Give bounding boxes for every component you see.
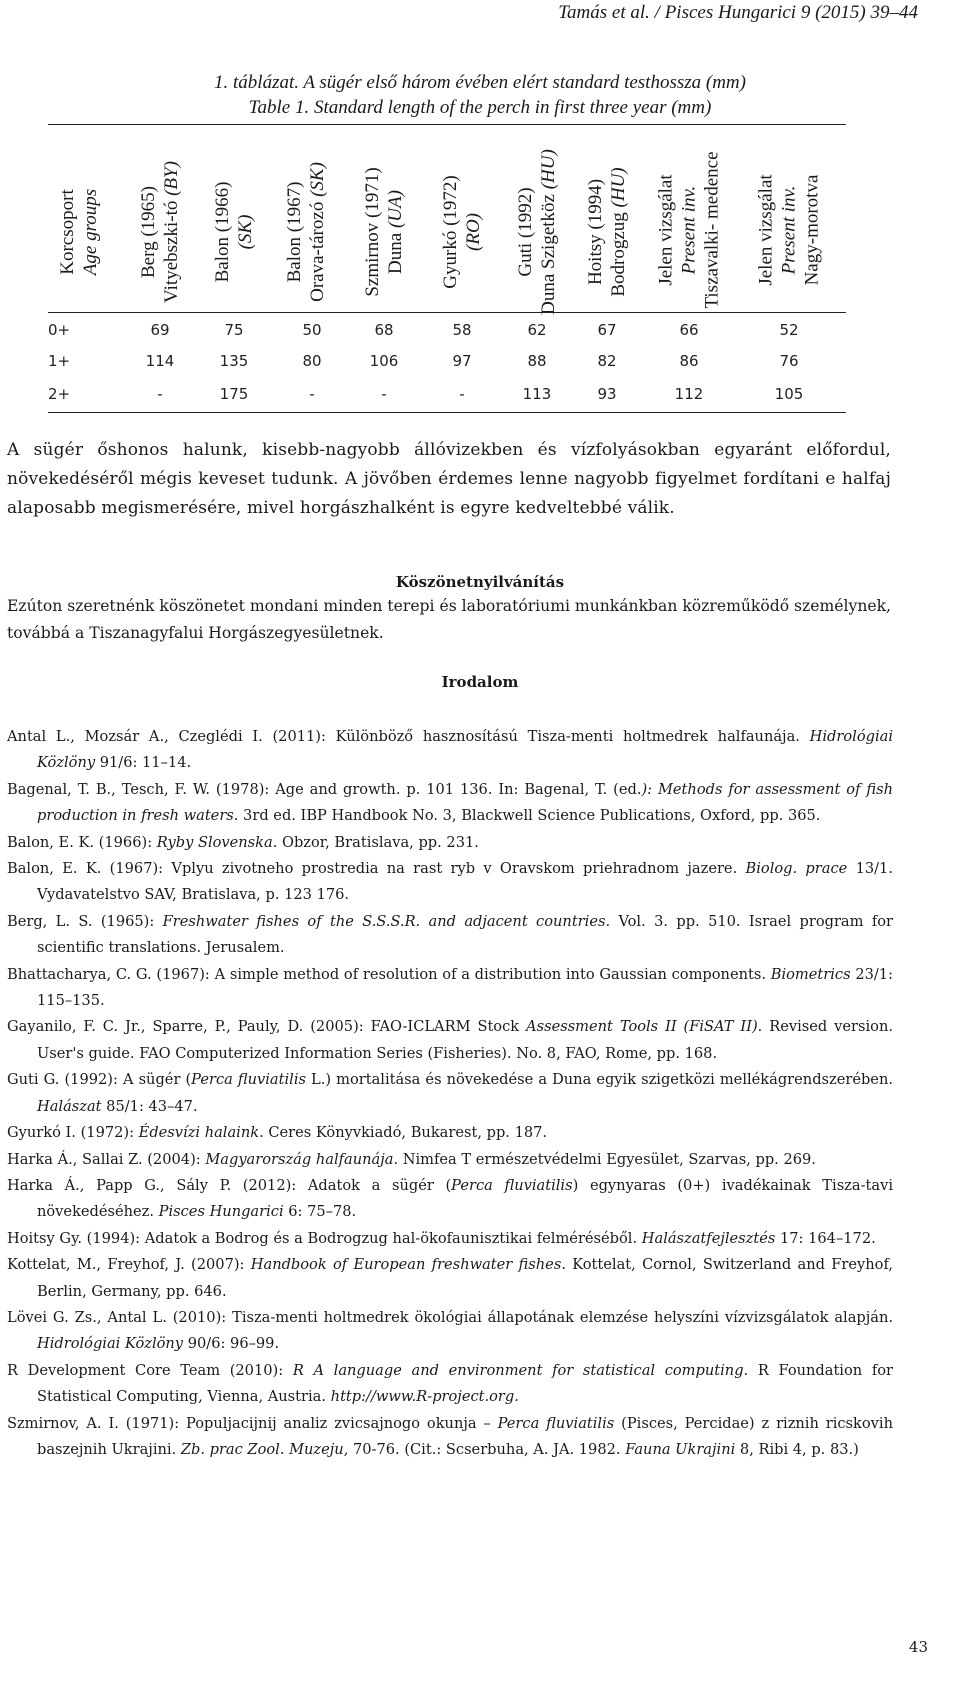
- reference-segment: Pisces Hungarici: [158, 1203, 284, 1221]
- header-line: Orava-tározó (SK): [307, 162, 328, 302]
- length-cell: 67: [597, 321, 617, 339]
- age-group-cell: 1+: [48, 352, 71, 370]
- reference-segment: L.) mortalitása és növekedése a Duna egyik szigetközi mellékágrendszerében.: [305, 1071, 893, 1089]
- reference-segment: Kottelat, M., Freyhof, J. (2007):: [7, 1256, 251, 1274]
- length-cell: 113: [522, 385, 552, 403]
- reference-item: [7, 1305, 893, 1358]
- header-line: Balon (1967): [284, 181, 305, 283]
- length-cell: 106: [369, 352, 399, 370]
- header-line: Bodrogzug (HU): [608, 167, 629, 297]
- header-line: Jelen vizsgálat: [655, 174, 677, 286]
- reference-segment: Assessment Tools II (FiSAT II): [526, 1018, 758, 1036]
- reference-segment: Perca fluviatilis: [497, 1414, 615, 1432]
- reference-item: [7, 1147, 893, 1173]
- header-line: Balon (1966): [212, 181, 233, 283]
- column-header-3: [276, 134, 336, 306]
- length-cell: -: [309, 385, 315, 403]
- length-cell: 75: [224, 321, 244, 339]
- reference-item: [7, 856, 893, 909]
- header-line: Korcsoport: [57, 189, 78, 275]
- reference-segment: 3rd ed. IBP Handbook No. 3, Blackwell Science Publications, Oxford, pp. 365.: [238, 807, 821, 825]
- reference-item: [7, 1120, 893, 1146]
- length-cell: 69: [150, 321, 170, 339]
- reference-item: [7, 1067, 893, 1120]
- column-header-text: [584, 167, 630, 296]
- reference-segment: Zb. prac Zool. Muzeju: [180, 1440, 344, 1458]
- column-header-text: [211, 182, 257, 283]
- header-line: (RO): [463, 213, 484, 252]
- length-cell: 82: [597, 352, 617, 370]
- reference-segment: Fauna Ukrajini: [625, 1440, 736, 1458]
- header-line: Duna Szigetköz (HU): [538, 149, 559, 315]
- age-group-cell: 0+: [48, 321, 71, 339]
- reference-segment: Harka Á., Papp G., Sály P. (2012): Adatok a sügér (: [7, 1176, 452, 1194]
- reference-segment: Vol. 3. pp. 510. Israel program for scientific translations. Jerusalem.: [37, 912, 893, 957]
- column-header-text: [283, 162, 329, 302]
- reference-segment: 6: 75–78.: [283, 1203, 357, 1221]
- length-cell: 86: [679, 352, 699, 370]
- reference-segment: Hidrológiai Közlöny: [37, 1335, 184, 1353]
- header-line: Szmirnov (1971): [362, 167, 383, 297]
- reference-segment: Gyurkó I. (1972):: [7, 1124, 139, 1142]
- reference-segment: Biolog. prace: [745, 860, 848, 878]
- reference-item: [7, 1014, 893, 1067]
- reference-segment: . Nimfea T ermészetvédelmi Egyesület, Szarvas, pp. 269.: [393, 1150, 816, 1168]
- reference-segment: Lövei G. Zs., Antal L. (2010): Tisza-menti holtmedrek ökológiai állapotának elemzése helyszíni vízvizsgálatok alapján.: [7, 1308, 893, 1326]
- reference-segment: Szmirnov, A. I. (1971): Populjacijnij analiz zvicsajnogo okunja –: [7, 1414, 498, 1432]
- reference-segment: Édesvízi halaink: [138, 1124, 260, 1142]
- table-bottom-rule: [48, 412, 846, 413]
- reference-segment: 17: 164–172.: [775, 1229, 876, 1247]
- reference-segment: Harka Á., Sallai Z. (2004):: [7, 1150, 206, 1168]
- reference-segment: , 70-76. (Cit.: Scserbuha, A. JA. 1982.: [343, 1440, 626, 1458]
- reference-segment: Ryby Slovenska: [156, 833, 273, 851]
- column-header-4: [354, 134, 414, 306]
- header-line: Tiszavalki- medence: [701, 151, 723, 309]
- length-cell: 135: [219, 352, 249, 370]
- reference-segment: . Obzor, Bratislava, pp. 231.: [272, 833, 479, 851]
- table-caption-hu: 1. táblázat. A sügér első három évében elért standard testhossza (mm): [214, 72, 746, 93]
- reference-segment: http://www.R-project.org.: [330, 1388, 519, 1406]
- running-header: Tamás et al. / Pisces Hungarici 9 (2015) 39–44: [558, 2, 918, 23]
- reference-segment: Freshwater fishes of the S.S.S.R. and adjacent countries.: [162, 912, 611, 930]
- length-cell: 175: [219, 385, 249, 403]
- table-caption-en: Table 1. Standard length of the perch in first three year (mm): [248, 97, 712, 118]
- length-cell: 112: [674, 385, 704, 403]
- reference-segment: 90/6: 96–99.: [183, 1335, 280, 1353]
- column-header-0: [49, 134, 109, 306]
- length-cell: 93: [597, 385, 617, 403]
- reference-segment: Perca fluviatilis: [191, 1071, 306, 1089]
- reference-segment: 91/6: 11–14.: [95, 754, 192, 772]
- column-header-7: [577, 134, 637, 306]
- length-cell: -: [459, 385, 465, 403]
- reference-item: [7, 962, 893, 1015]
- references-heading: Irodalom: [441, 673, 519, 691]
- age-group-cell: 2+: [48, 385, 71, 403]
- reference-item: [7, 777, 893, 830]
- reference-item: [7, 1173, 893, 1226]
- header-line: Berg (1965): [138, 186, 159, 279]
- header-line: Vityebszki-tó (BY): [161, 161, 182, 303]
- reference-segment: . Revised version. User's guide. FAO Computerized Information Series (Fisheries). No. 8, FAO, Rome, pp. 168.: [37, 1018, 894, 1062]
- reference-segment: Balon, E. K. (1967): Vplyu zivotneho prostredia na rast ryb v Oravskom priehradnom jazere.: [7, 860, 746, 878]
- reference-segment: Handbook of European freshwater fishes: [250, 1256, 562, 1274]
- column-header-text: [755, 175, 824, 286]
- header-line: Nagy-morotva: [801, 174, 823, 286]
- column-header-text: [514, 149, 560, 315]
- table-head-rule: [48, 312, 846, 313]
- header-line: (SK): [235, 214, 256, 250]
- reference-segment: Antal L., Mozsár A., Czeglédi I. (2011): Különböző hasznosítású Tisza-menti holtmedrek halfaunája.: [7, 728, 810, 745]
- reference-segment: R A language and environment for statistical computing: [292, 1361, 744, 1379]
- table-top-rule: [48, 124, 846, 125]
- reference-segment: Halászatfejlesztés: [641, 1229, 776, 1247]
- header-line: Age groups: [80, 188, 101, 276]
- reference-segment: Hoitsy Gy. (1994): Adatok a Bodrog és a Bodrogzug hal-ökofaunisztikai felméréséből.: [7, 1229, 642, 1247]
- length-cell: 62: [527, 321, 547, 339]
- length-cell: 68: [374, 321, 394, 339]
- length-cell: 58: [452, 321, 472, 339]
- length-cell: 88: [527, 352, 547, 370]
- column-header-6: [507, 134, 567, 315]
- header-line: Gyurkó (1972): [440, 175, 461, 289]
- column-header-text: [439, 175, 485, 288]
- reference-item: [7, 1252, 893, 1305]
- reference-segment: Berg, L. S. (1965):: [7, 912, 163, 930]
- reference-segment: Halászat: [37, 1097, 102, 1115]
- acknowledgements-text: Ezúton szeretnénk köszönetet mondani minden terepi és laboratóriumi munkánkban közreműködő személynek, továbbá a Tiszanagyfalui Horgászegyesületnek.: [7, 597, 891, 642]
- reference-segment: Bhattacharya, C. G. (1967): A simple method of resolution of a distribution into Gaussian components.: [7, 965, 771, 983]
- reference-item: [7, 1358, 893, 1411]
- column-header-text: [137, 161, 183, 303]
- reference-segment: 23/1: 115–135.: [37, 965, 894, 1010]
- length-cell: 50: [302, 321, 322, 339]
- reference-segment: (Pisces, Percidae) z riznih ricskovih baszejnih Ukrajini.: [37, 1414, 893, 1458]
- header-line: Present inv.: [678, 186, 700, 275]
- reference-segment: . Kottelat, Cornol, Switzerland and Freyhof, Berlin, Germany, pp. 646.: [37, 1256, 893, 1300]
- reference-segment: ) egynyaras (0+) ivadékainak Tisza-tavi növekedéséhez.: [37, 1176, 893, 1221]
- discussion-paragraph: A sügér őshonos halunk, kisebb-nagyobb állóvizekben és vízfolyásokban egyaránt előfordul, növekedéséről mégis keveset tudunk. A jövőben érdemes lenne nagyobb figyelmet fordítani e halfaj alaposabb megismerésére, mivel horgászhalként is egyre kedveltebbé válik.: [7, 440, 891, 518]
- reference-segment: Gayanilo, F. C. Jr., Sparre, P., Pauly, D. (2005): FAO-ICLARM Stock: [7, 1018, 527, 1036]
- header-line: Hoitsy (1994): [585, 178, 606, 286]
- reference-segment: . R Foundation for Statistical Computing, Vienna, Austria.: [37, 1361, 893, 1406]
- header-line: Duna (UA): [385, 190, 406, 274]
- reference-segment: 85/1: 43–47.: [101, 1097, 198, 1115]
- length-cell: 105: [774, 385, 804, 403]
- header-line: Guti (1992): [515, 187, 536, 277]
- reference-segment: ): Methods for assessment of fish production in fresh waters.: [37, 780, 893, 825]
- length-cell: 97: [452, 352, 472, 370]
- column-header-text: [56, 189, 102, 275]
- length-cell: -: [381, 385, 387, 403]
- reference-segment: Biometrics: [770, 965, 851, 983]
- acknowledgements-heading: Köszönetnyilvánítás: [395, 573, 565, 591]
- reference-item: [7, 724, 893, 777]
- reference-segment: Balon, E. K. (1966):: [7, 833, 157, 851]
- reference-segment: Bagenal, T. B., Tesch, F. W. (1978): Age and growth. p. 101 136. In: Bagenal, T. (ed.: [7, 780, 642, 798]
- column-header-2: [204, 134, 264, 306]
- length-cell: 76: [779, 352, 799, 370]
- header-line: Present inv.: [778, 185, 800, 275]
- page-number: 43: [908, 1638, 928, 1656]
- reference-item: [7, 830, 893, 856]
- reference-item: [7, 909, 893, 962]
- column-header-9: [755, 134, 823, 306]
- length-cell: 66: [679, 321, 699, 339]
- reference-segment: 13/1. Vydavatelstvo SAV, Bratislava, p. 123 176.: [37, 860, 893, 904]
- length-cell: 52: [779, 321, 799, 339]
- header-line: Jelen vizsgálat: [755, 174, 777, 286]
- reference-item: [7, 1411, 893, 1464]
- reference-list: [7, 724, 893, 1463]
- reference-segment: Magyarország halfaunája: [205, 1150, 394, 1168]
- length-cell: -: [157, 385, 163, 403]
- column-header-text: [655, 152, 724, 309]
- reference-segment: R Development Core Team (2010):: [7, 1361, 293, 1379]
- length-cell: 114: [145, 352, 175, 370]
- reference-segment: Perca fluviatilis: [451, 1176, 573, 1194]
- reference-segment: 8, Ribi 4, p. 83.): [735, 1440, 859, 1458]
- reference-segment: Guti G. (1992): A sügér (: [7, 1071, 192, 1089]
- column-header-8: [655, 134, 723, 309]
- reference-item: [7, 1226, 893, 1252]
- column-header-1: [130, 134, 190, 306]
- reference-segment: Hidrológiai Közlöny: [37, 728, 893, 772]
- column-header-text: [361, 167, 407, 296]
- reference-segment: . Ceres Könyvkiadó, Bukarest, pp. 187.: [259, 1124, 548, 1142]
- column-header-5: [432, 134, 492, 306]
- length-cell: 80: [302, 352, 322, 370]
